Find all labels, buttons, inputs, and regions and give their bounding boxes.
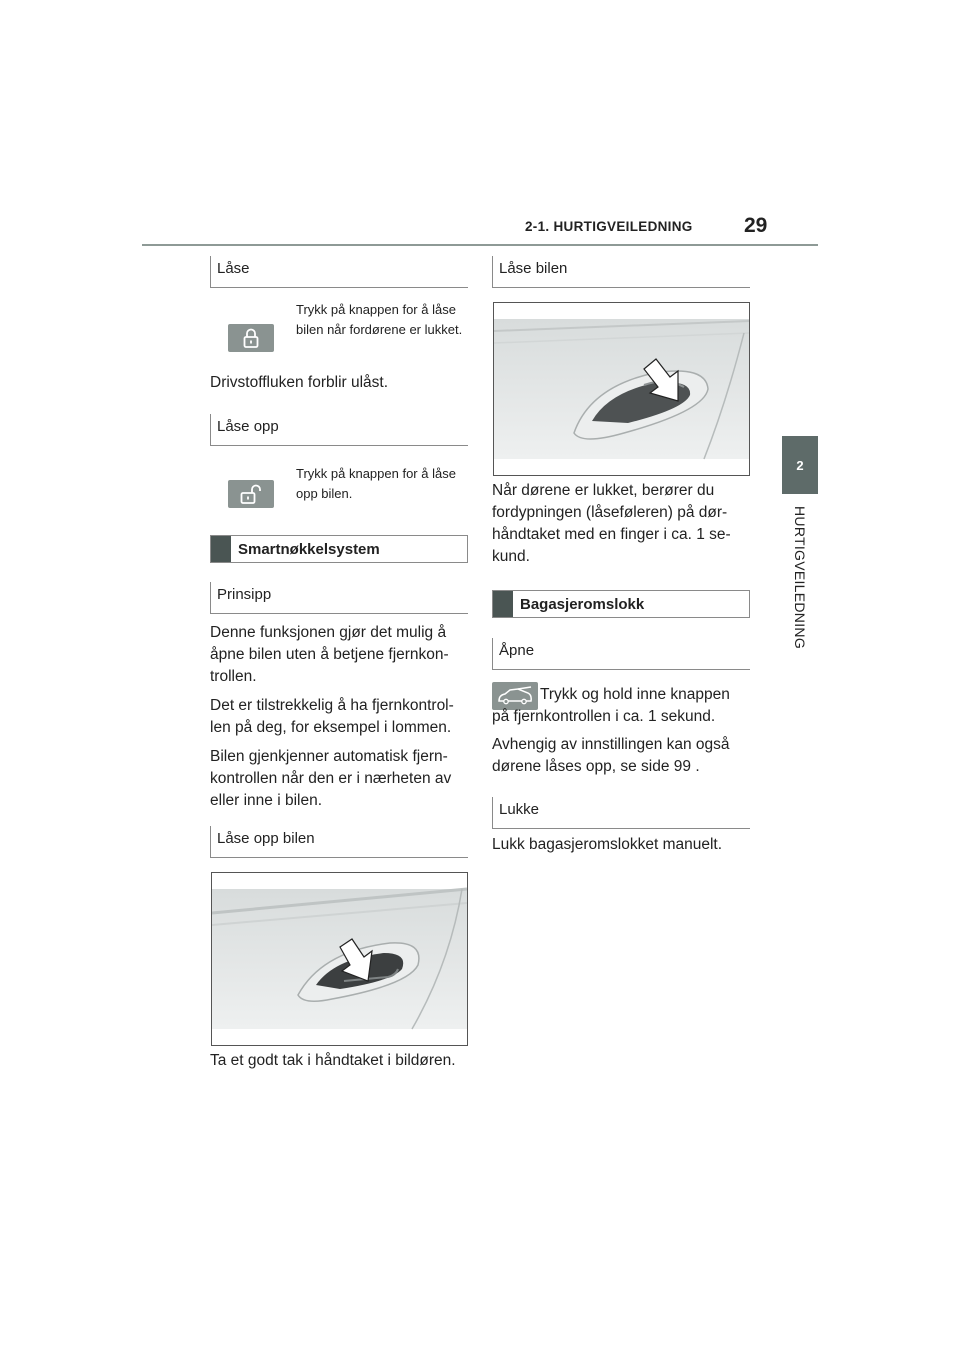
chapter-label: HURTIGVEILEDNING: [792, 506, 808, 650]
lock-open-icon: [239, 483, 263, 505]
principle-paragraph: Denne funksjonen gjør det mulig å åpne bilen uten å betjene fjernkon-trollen.: [210, 624, 449, 685]
door-handle-grip-figure: [211, 872, 468, 1046]
lock-car-text: Når dørene er lukket, berører du fordypningen (låseføleren) på dør-håndtaket med en finger i ca. 1 se-kund.: [492, 482, 731, 565]
close-text: Lukk bagasjeromslokket manuelt.: [492, 836, 723, 853]
chapter-tab: [782, 436, 818, 494]
principle-heading: Prinsipp: [210, 582, 468, 614]
header-rule: [142, 244, 818, 246]
chapter-number: 2: [796, 457, 804, 473]
principle-paragraph: Bilen gjenkjenner automatisk fjern-kontrollen når den er i nærheten av eller inne i bilen.: [210, 748, 452, 809]
open-text-1: Trykk og hold inne knappen på fjernkontrollen i ca. 1 sekund.: [492, 686, 730, 725]
door-handle-illustration: [212, 873, 467, 1045]
open-text-2: Avhengig av innstillingen kan også dørene låses opp, se side 99 .: [492, 736, 730, 775]
door-handle-sensor-illustration: [494, 303, 749, 475]
close-heading: Lukke: [492, 797, 750, 829]
heading-marker: [211, 536, 231, 562]
page-number: 29: [744, 214, 768, 237]
principle-text: [210, 622, 466, 819]
unlock-button-image: [228, 480, 274, 508]
unlock-car-heading: Låse opp bilen: [210, 826, 468, 858]
trunk-heading-bar: [492, 590, 750, 618]
unlock-car-caption: Ta et godt tak i håndtaket i bildøren.: [210, 1052, 456, 1069]
trunk-heading: Bagasjeromslokk: [520, 595, 645, 613]
smartkey-heading: Smartnøkkelsystem: [238, 540, 380, 558]
lock-description: Trykk på knappen for å låse bilen når fordørene er lukket.: [296, 302, 463, 337]
lock-car-heading: Låse bilen: [492, 256, 750, 288]
lock-button-image: [228, 324, 274, 352]
section-title: 2-1. HURTIGVEILEDNING: [525, 219, 693, 234]
smartkey-heading-bar: [210, 535, 468, 563]
unlock-description: Trykk på knappen for å låse opp bilen.: [296, 466, 456, 501]
heading-marker: [493, 591, 513, 617]
fuel-note: Drivstoffluken forblir ulåst.: [210, 374, 389, 391]
lock-closed-icon: [242, 327, 260, 349]
lock-heading: Låse: [210, 256, 468, 288]
principle-paragraph: Det er tilstrekkelig å ha fjernkontrol-len på deg, for eksempel i lommen.: [210, 697, 454, 736]
door-handle-sensor-figure: [493, 302, 750, 476]
open-heading: Åpne: [492, 638, 750, 670]
unlock-heading: Låse opp: [210, 414, 468, 446]
